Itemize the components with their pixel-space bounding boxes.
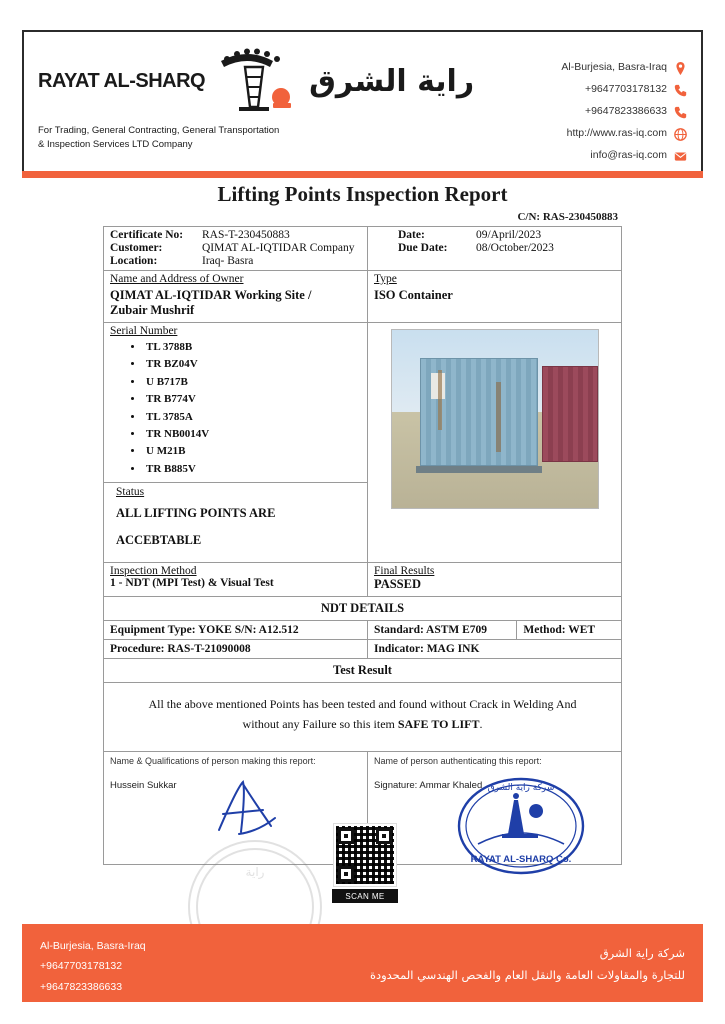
footer-address: Al-Burjesia, Basra-Iraq	[40, 940, 146, 952]
auth-caption: Name of person authenticating this report:	[373, 755, 542, 766]
list-item: • TR BZ04V	[144, 356, 361, 373]
table-row	[104, 227, 621, 271]
mail-icon	[674, 149, 687, 162]
company-contact-block	[561, 42, 687, 171]
equipment-type-value: Equipment Type: YOKE S/N: A12.512	[104, 621, 368, 639]
qr-code-block[interactable]	[332, 824, 398, 903]
test-result-body	[104, 683, 621, 752]
status-line-2: ACCEBTABLE	[116, 533, 202, 547]
table-row	[104, 563, 621, 597]
list-item: • U M21B	[144, 443, 361, 460]
company-tagline-line2: & Inspection Services LTD Company	[38, 139, 193, 151]
phone-icon	[674, 105, 687, 118]
test-result-text-1: All the above mentioned Points has been tested and found without Crack in Welding And	[148, 697, 577, 711]
list-item: • U B717B	[144, 374, 361, 391]
certificate-no-label: Certificate No:	[110, 229, 184, 241]
procedure-value: Procedure: RAS-T-21090008	[104, 640, 368, 658]
test-result-text-3: .	[479, 716, 483, 731]
date-label: Date:	[397, 229, 425, 241]
contact-email[interactable]: info@ras-iq.com	[561, 144, 687, 166]
scan-me-label: SCAN ME	[332, 889, 398, 903]
test-result-bold: SAFE TO LIFT	[397, 716, 480, 731]
table-row	[104, 621, 621, 640]
globe-icon	[674, 127, 687, 140]
list-item: • TR B885V	[144, 461, 361, 478]
indicator-value: Indicator: MAG INK	[373, 643, 480, 655]
company-name-ar: راية الشرق	[309, 63, 475, 99]
type-header: Type	[373, 273, 397, 285]
contact-phone-2: +9647823386633	[561, 100, 687, 122]
owner-line2: Zubair Mushrif	[110, 303, 195, 317]
list-item: • TR B774V	[144, 391, 361, 408]
document-footer	[22, 924, 703, 1002]
page-title: Lifting Points Inspection Report	[217, 182, 508, 206]
certificate-cn-number: C/N: RAS-230450883	[517, 211, 618, 223]
maker-name: Hussein Sukkar	[110, 779, 177, 791]
final-results-value: PASSED	[373, 577, 421, 591]
type-value: ISO Container	[373, 288, 453, 302]
due-date-label: Due Date:	[397, 242, 448, 254]
table-row	[104, 323, 621, 563]
auth-name: Signature: Ammar Khaled	[373, 779, 483, 791]
customer-value: QIMAT AL-IQTIDAR Company	[202, 242, 355, 254]
list-item: • TL 3785A	[144, 409, 361, 426]
phone-icon	[674, 83, 687, 96]
footer-phone-2: +9647823386633	[40, 980, 123, 993]
method-value: Method: WET	[523, 624, 596, 636]
contact-phone-1: +9647703178132	[561, 78, 687, 100]
header-accent-bar	[22, 171, 703, 178]
test-result-text-2: without any Failure so this item	[242, 716, 398, 731]
customer-label: Customer:	[110, 242, 163, 254]
company-logo-block	[38, 42, 475, 171]
maker-signature-block	[104, 752, 368, 864]
location-value: Iraq- Basra	[202, 255, 254, 267]
table-row	[104, 271, 621, 323]
contact-address: Al-Burjesia, Basra-Iraq	[561, 56, 687, 78]
inspection-photo	[391, 329, 599, 509]
footer-arabic-line-2: للتجارة والمقاولات العامة والنقل العام والفحص الهندسي المحدودة	[369, 967, 685, 982]
due-date-value: 08/October/2023	[475, 242, 554, 254]
company-tagline-line1: For Trading, General Contracting, General Transportation	[38, 125, 280, 136]
svg-text:RAYAT AL-SHARQ Co.: RAYAT AL-SHARQ Co.	[470, 853, 572, 865]
test-result-header: Test Result	[104, 659, 621, 683]
contact-website[interactable]: http://www.ras-iq.com	[561, 122, 687, 144]
report-table	[103, 226, 622, 865]
certificate-no-value: RAS-T-230450883	[202, 229, 290, 241]
serial-number-list	[110, 339, 361, 478]
inspection-method-header: Inspection Method	[110, 565, 197, 577]
qr-code-icon[interactable]	[334, 824, 396, 886]
company-stamp-icon	[448, 770, 574, 870]
date-value: 09/April/2023	[475, 229, 542, 241]
svg-text:شركة راية الشرق: شركة راية الشرق	[487, 782, 555, 793]
footer-arabic-line-1: شركة راية الشرق	[599, 946, 685, 961]
status-header: Status	[116, 486, 145, 498]
svg-text:راية: راية	[245, 865, 265, 879]
standard-value: Standard: ASTM E709	[368, 621, 517, 639]
location-label: Location:	[110, 255, 158, 267]
oil-rig-gear-logo-icon	[211, 45, 303, 117]
location-icon	[674, 61, 687, 74]
status-line-1: ALL LIFTING POINTS ARE	[116, 506, 276, 520]
serial-number-header: Serial Number	[110, 325, 178, 337]
owner-header: Name and Address of Owner	[110, 273, 244, 285]
document-header	[22, 30, 703, 171]
inspection-method-value: 1 - NDT (MPI Test) & Visual Test	[110, 577, 274, 589]
ndt-details-header: NDT DETAILS	[104, 597, 621, 621]
owner-line1: QIMAT AL-IQTIDAR Working Site /	[110, 288, 312, 302]
list-item: • TR NB0014V	[144, 426, 361, 443]
list-item: • TL 3788B	[144, 339, 361, 356]
authenticator-signature-block	[368, 752, 621, 864]
footer-phone-1: +9647703178132	[40, 960, 123, 973]
handwritten-signature-icon	[209, 774, 299, 847]
maker-caption: Name & Qualifications of person making this report:	[110, 755, 316, 766]
company-name-en: RAYAT AL-SHARQ	[38, 69, 206, 92]
final-results-header: Final Results	[373, 565, 435, 577]
table-row	[104, 640, 621, 659]
